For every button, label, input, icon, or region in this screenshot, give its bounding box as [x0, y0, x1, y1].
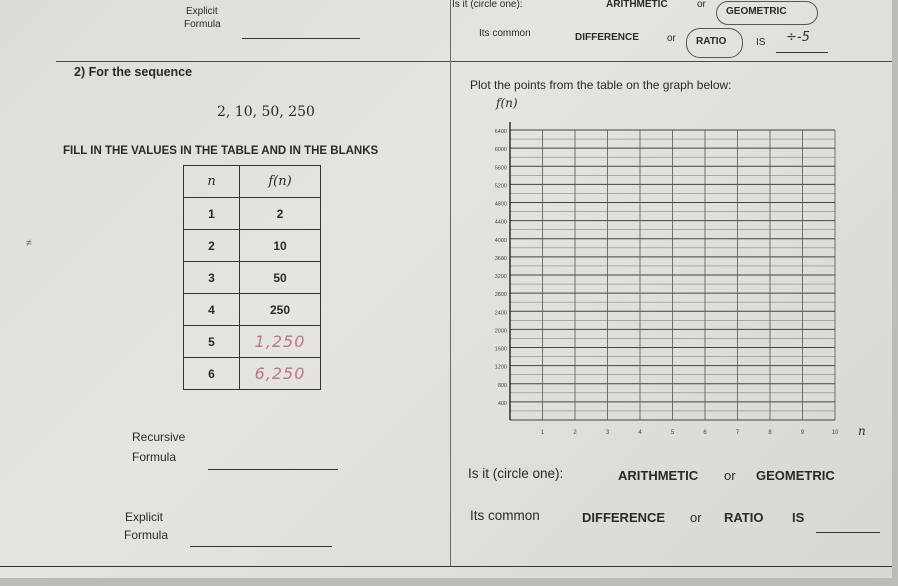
x-tick-label: 4	[638, 430, 642, 436]
y-tick-label: 5600	[494, 165, 507, 172]
top-ratio-blank[interactable]	[776, 52, 828, 53]
x-tick-label: 2	[573, 430, 577, 436]
top-geometric-option[interactable]: GEOMETRIC	[726, 6, 787, 17]
column-divider	[450, 0, 451, 566]
table-cell-n: 2	[184, 230, 240, 262]
table-header-n: n	[184, 166, 240, 198]
plot-grid[interactable]	[470, 110, 870, 445]
common-label: Its common	[470, 508, 540, 523]
arithmetic-option[interactable]: ARITHMETIC	[618, 468, 699, 483]
table-cell-fn: 2	[240, 198, 321, 230]
x-tick-label: 6	[703, 430, 707, 436]
y-axis-label: f(n)	[496, 96, 518, 110]
table-cell-n: 1	[184, 198, 240, 230]
fill-in-instruction: FILL IN THE VALUES IN THE TABLE AND IN THE BLANKS	[63, 145, 379, 157]
top-is-text: IS	[756, 37, 766, 48]
top-formula-label: Formula	[184, 19, 221, 30]
table-row	[184, 294, 321, 326]
or2-text: or	[690, 510, 702, 525]
top-or-text: or	[697, 0, 706, 10]
x-tick-label: 3	[605, 430, 610, 436]
top-arithmetic-option[interactable]: ARITHMETIC	[606, 0, 668, 10]
difference-option[interactable]: DIFFERENCE	[582, 510, 666, 525]
table-cell-fn: 50	[240, 262, 321, 294]
top-or2-text: or	[667, 33, 676, 44]
table-cell-n: 4	[184, 294, 240, 326]
explicit-formula-label: Formula	[124, 528, 169, 542]
table-cell-fn-handwritten[interactable]: 6,250	[240, 358, 321, 390]
y-tick-label: 1600	[494, 346, 507, 353]
y-tick-label: 1200	[494, 364, 507, 371]
y-tick-label: 4000	[494, 237, 507, 244]
y-tick-label: 2800	[494, 292, 507, 299]
y-tick-label: 3600	[494, 255, 507, 262]
y-tick-label: 4800	[494, 201, 507, 208]
table-row	[184, 326, 321, 358]
top-difference-option[interactable]: DIFFERENCE	[575, 32, 639, 43]
sequence-text: 2, 10, 50, 250	[217, 104, 315, 120]
y-tick-label: 2400	[494, 310, 507, 317]
y-tick-label: 6400	[494, 129, 507, 135]
x-tick-label: 7	[735, 430, 740, 436]
y-tick-label: 400	[497, 400, 507, 407]
x-tick-label: 9	[800, 430, 805, 436]
y-tick-label: 3200	[494, 274, 507, 280]
plot-instruction: Plot the points from the table on the graph below:	[470, 78, 732, 92]
ratio-option[interactable]: RATIO	[724, 510, 764, 525]
is-text: IS	[792, 510, 805, 525]
table-row	[184, 198, 321, 230]
y-tick-label: 4400	[494, 219, 507, 226]
table-cell-n: 5	[184, 326, 240, 358]
values-table	[183, 165, 321, 390]
table-header-fn: f(n)	[240, 166, 321, 198]
y-tick-label: 6000	[494, 147, 507, 154]
margin-mark: ≠	[26, 238, 32, 249]
y-tick-label: 2000	[494, 328, 507, 335]
x-tick-label: 5	[670, 430, 675, 436]
divider-top	[56, 61, 892, 62]
table-row	[184, 358, 321, 390]
top-type-question: Is it (circle one):	[452, 0, 523, 10]
table-row	[184, 230, 321, 262]
top-ratio-option[interactable]: RATIO	[696, 36, 727, 47]
top-explicit-formula-blank[interactable]	[242, 38, 360, 39]
table-cell-fn: 250	[240, 294, 321, 326]
x-tick-label: 8	[768, 430, 772, 436]
x-axis-label: n	[858, 424, 866, 438]
top-common-label: Its common	[479, 28, 531, 39]
recursive-formula-label: Formula	[132, 450, 177, 464]
recursive-label: Recursive	[132, 430, 186, 444]
y-tick-label: 800	[497, 382, 507, 389]
table-row	[184, 262, 321, 294]
table-cell-fn: 10	[240, 230, 321, 262]
or-text: or	[724, 468, 736, 483]
type-question: Is it (circle one):	[468, 466, 564, 481]
explicit-formula-blank[interactable]	[190, 546, 332, 547]
top-ratio-answer: ÷-5	[786, 30, 810, 45]
table-cell-fn-handwritten[interactable]: 1,250	[240, 326, 321, 358]
divider-bottom	[0, 566, 892, 567]
question-title: 2) For the sequence	[74, 65, 193, 79]
y-tick-label: 5200	[494, 183, 507, 190]
recursive-formula-blank[interactable]	[208, 469, 338, 470]
table-cell-n: 3	[184, 262, 240, 294]
geometric-option[interactable]: GEOMETRIC	[756, 468, 835, 483]
x-tick-label: 1	[540, 430, 545, 436]
common-ratio-blank[interactable]	[816, 532, 880, 533]
table-header-row	[184, 166, 321, 198]
explicit-label: Explicit	[125, 510, 164, 524]
top-explicit-label: Explicit	[186, 6, 218, 17]
x-tick-label: 10	[831, 430, 839, 436]
table-cell-n: 6	[184, 358, 240, 390]
